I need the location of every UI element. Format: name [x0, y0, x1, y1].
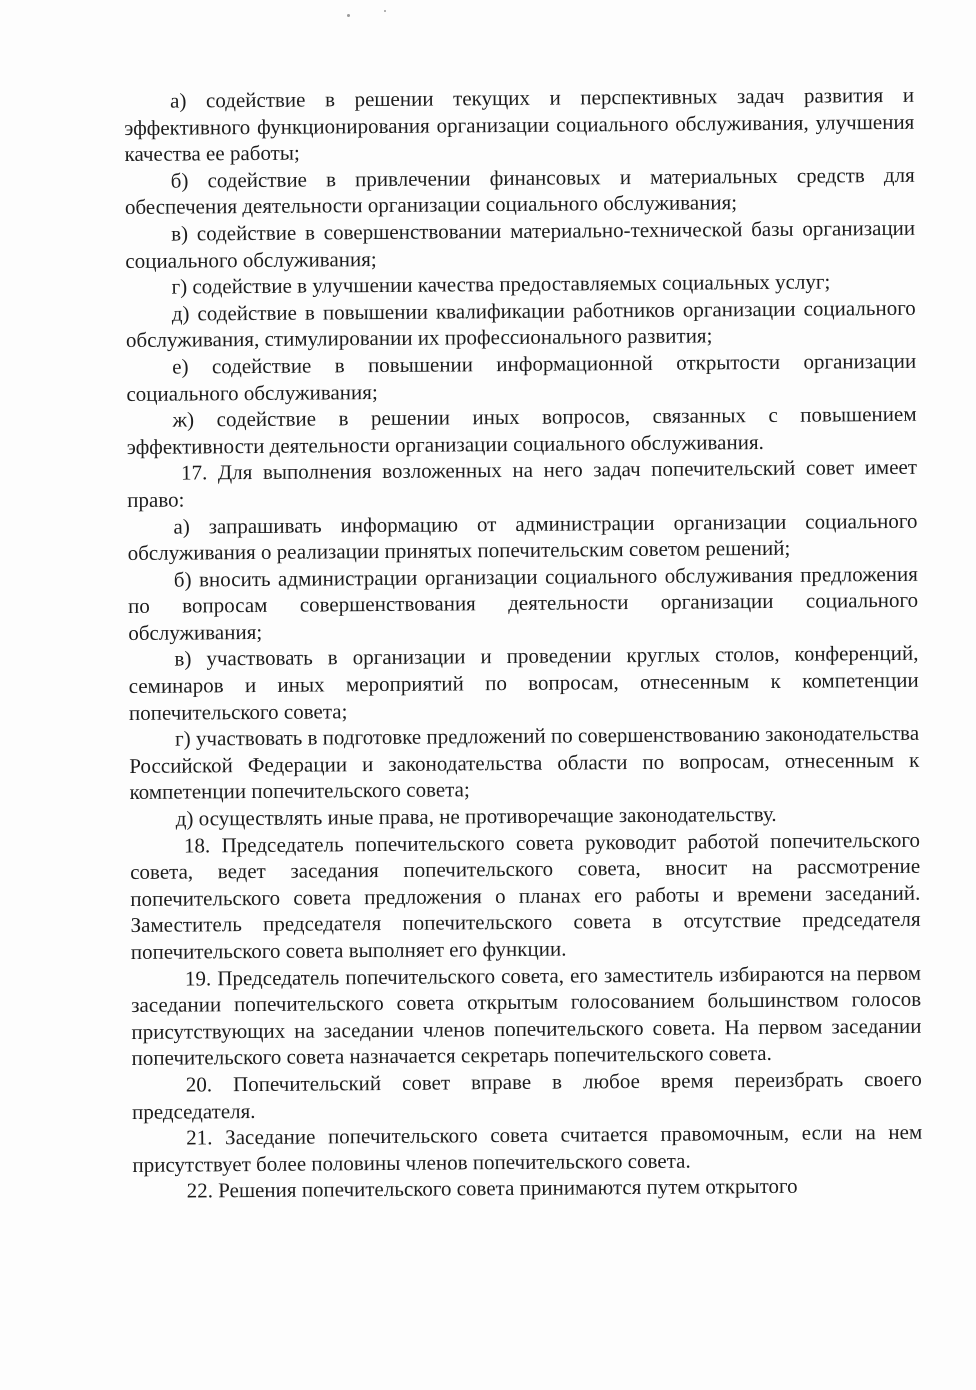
paragraph-v-assist-base: в) содействие в совершенствовании материально-технической базы организации социального обслуживания; [125, 215, 916, 273]
scan-speck [384, 10, 386, 12]
paragraph-e-assist-openness: е) содействие в повышении информационной открытости организации социального обслуживания; [126, 348, 917, 406]
paragraph-zh-assist-other: ж) содействие в решении иных вопросов, связанных с повышением эффективности деятельности организации социального обслуживания. [126, 401, 917, 459]
clause-17: 17. Для выполнения возложенных на него задач попечительский совет имеет право: [127, 455, 918, 512]
clause-17-item-v: в) участвовать в организации и проведении круглых столов, конференций, семинаров и иных мероприятий по вопросам, отнесенным к компетенции попечительского совета; [128, 641, 919, 725]
clause-20: 20. Попечительский совет вправе в любое время переизбрать своего председателя. [131, 1066, 922, 1124]
document-body [124, 82, 923, 1205]
paragraph-d-assist-qualification: д) содействие в повышении квалификации работников организации социального обслуживания, стимулировании их профессионального развития; [125, 295, 916, 353]
clause-17-item-g: г) участвовать в подготовке предложений по совершенствованию законодательства Российской Федерации и законодательства области по вопросам, отнесенным к компетенции попечительского совета; [129, 721, 920, 805]
clause-17-item-a: а) запрашивать информацию от администрации организации социального обслуживания о реализации принятых попечительским советом решений; [127, 508, 918, 566]
paragraph-b-assist-funding: б) содействие в привлечении финансовых и материальных средств для обеспечения деятельности организации социального обслуживания; [124, 162, 915, 220]
clause-17-item-b: б) вносить администрации организации социального обслуживания предложения по вопросам совершенствования деятельности организации социального обслуживания; [127, 561, 919, 645]
clause-19: 19. Председатель попечительского совета, его заместитель избираются на первом заседании попечительского совета открытым голосованием большинством голосов присутствующих на заседании членов попечительского совета. На первом заседании попечительского совета назначается секретарь попечительского совета. [131, 960, 922, 1071]
scan-speck [347, 14, 350, 17]
clause-22: 22. Решения попечительского совета принимаются путем открытого [186, 1174, 798, 1203]
paragraph-a-assist-tasks: а) содействие в решении текущих и перспективных задач развития и эффективного функционирования организации социального обслуживания, улучшения качества ее работы; [124, 82, 915, 167]
clause-18: 18. Председатель попечительского совета руководит работой попечительского совета, ведет заседания попечительского совета, вносит на рассмотрение попечительского совета предложения о планах его работы и времени заседаний. Заместитель председателя попечительского совета в отсутствие председателя попечительского совета выполняет его функции. [130, 827, 921, 964]
clause-21: 21. Заседание попечительского совета считается правомочным, если на нем присутствует более половины членов попечительского совета. [132, 1119, 923, 1177]
paragraph-g-assist-quality: г) содействие в улучшении качества предоставляемых социальных услуг; [171, 269, 831, 299]
clause-17-item-d: д) осуществлять иные права, не противоречащие законодательству. [175, 801, 777, 831]
